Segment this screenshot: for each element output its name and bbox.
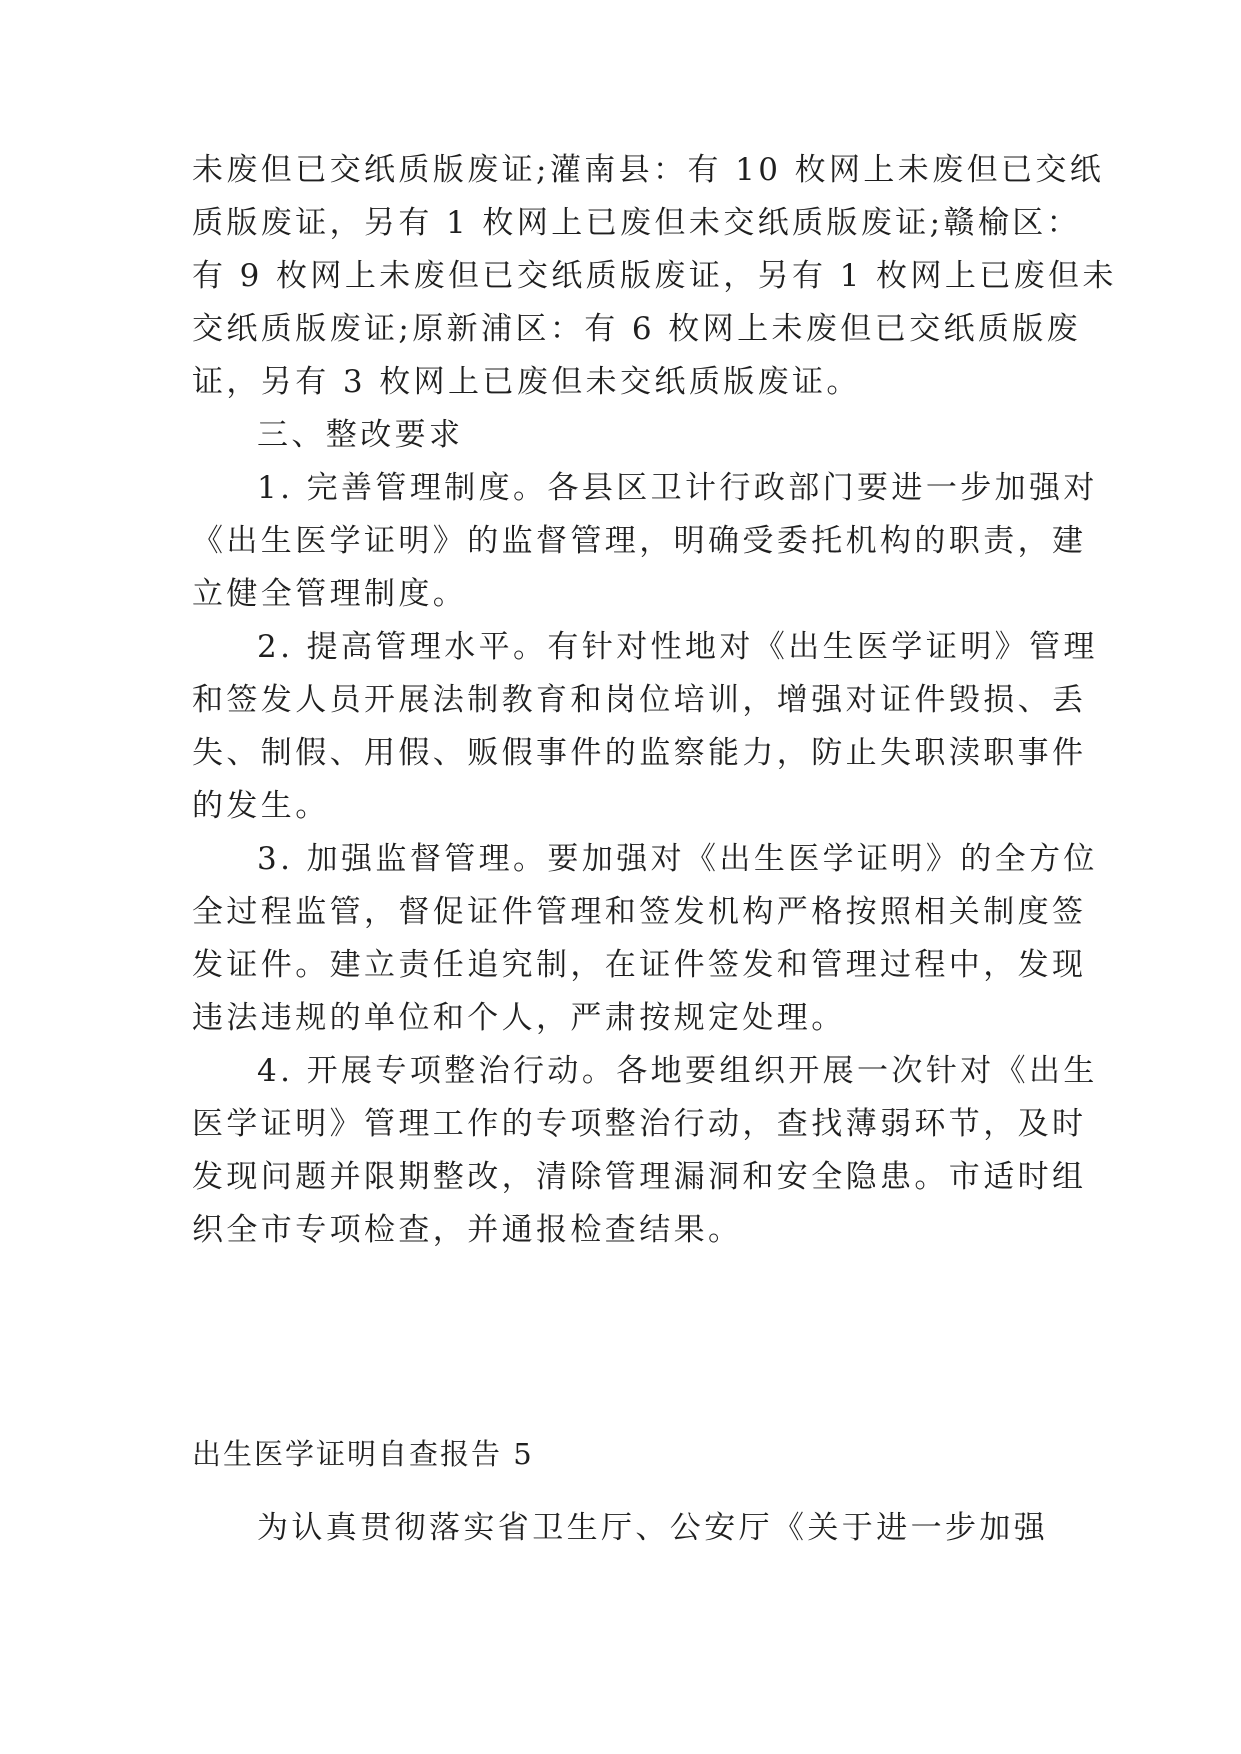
text-line: 未废但已交纸质版废证;灌南县：有 10 枚网上未废但已交纸 xyxy=(192,152,1105,188)
text-line: 医学证明》管理工作的专项整治行动，查找薄弱环节，及时 xyxy=(192,1106,1087,1142)
text-line: 发现问题并限期整改，清除管理漏洞和安全隐患。市适时组 xyxy=(192,1159,1087,1195)
text-line: 质版废证，另有 1 枚网上已废但未交纸质版废证;赣榆区： xyxy=(192,205,1082,241)
text-line: 3. 加强监督管理。要加强对《出生医学证明》的全方位 xyxy=(257,841,1098,877)
text-line: 证，另有 3 枚网上已废但未交纸质版废证。 xyxy=(192,364,861,400)
text-line: 全过程监管，督促证件管理和签发机构严格按照相关制度签 xyxy=(192,894,1087,930)
text-line: 违法违规的单位和个人，严肃按规定处理。 xyxy=(192,1000,846,1036)
text-line: 为认真贯彻落实省卫生厅、公安厅《关于进一步加强 xyxy=(257,1510,1049,1546)
text-line: 和签发人员开展法制教育和岗位培训，增强对证件毁损、丢 xyxy=(192,682,1087,718)
text-line: 有 9 枚网上未废但已交纸质版废证，另有 1 枚网上已废但未 xyxy=(192,258,1117,294)
text-line: 4. 开展专项整治行动。各地要组织开展一次针对《出生 xyxy=(257,1053,1098,1089)
text-line: 《出生医学证明》的监督管理，明确受委托机构的职责，建 xyxy=(192,523,1087,559)
text-line: 1. 完善管理制度。各县区卫计行政部门要进一步加强对 xyxy=(257,470,1098,506)
text-line: 的发生。 xyxy=(192,788,330,824)
text-line: 立健全管理制度。 xyxy=(192,576,468,612)
text-line: 织全市专项检查，并通报检查结果。 xyxy=(192,1212,743,1248)
text-line: 发证件。建立责任追究制，在证件签发和管理过程中，发现 xyxy=(192,947,1087,983)
text-line: 交纸质版废证;原新浦区：有 6 枚网上未废但已交纸质版废 xyxy=(192,311,1082,347)
report-heading: 出生医学证明自查报告 5 xyxy=(192,1437,534,1471)
text-line: 2. 提高管理水平。有针对性地对《出生医学证明》管理 xyxy=(257,629,1098,665)
text-line: 失、制假、用假、贩假事件的监察能力，防止失职渎职事件 xyxy=(192,735,1087,771)
section-title: 三、整改要求 xyxy=(257,417,464,453)
